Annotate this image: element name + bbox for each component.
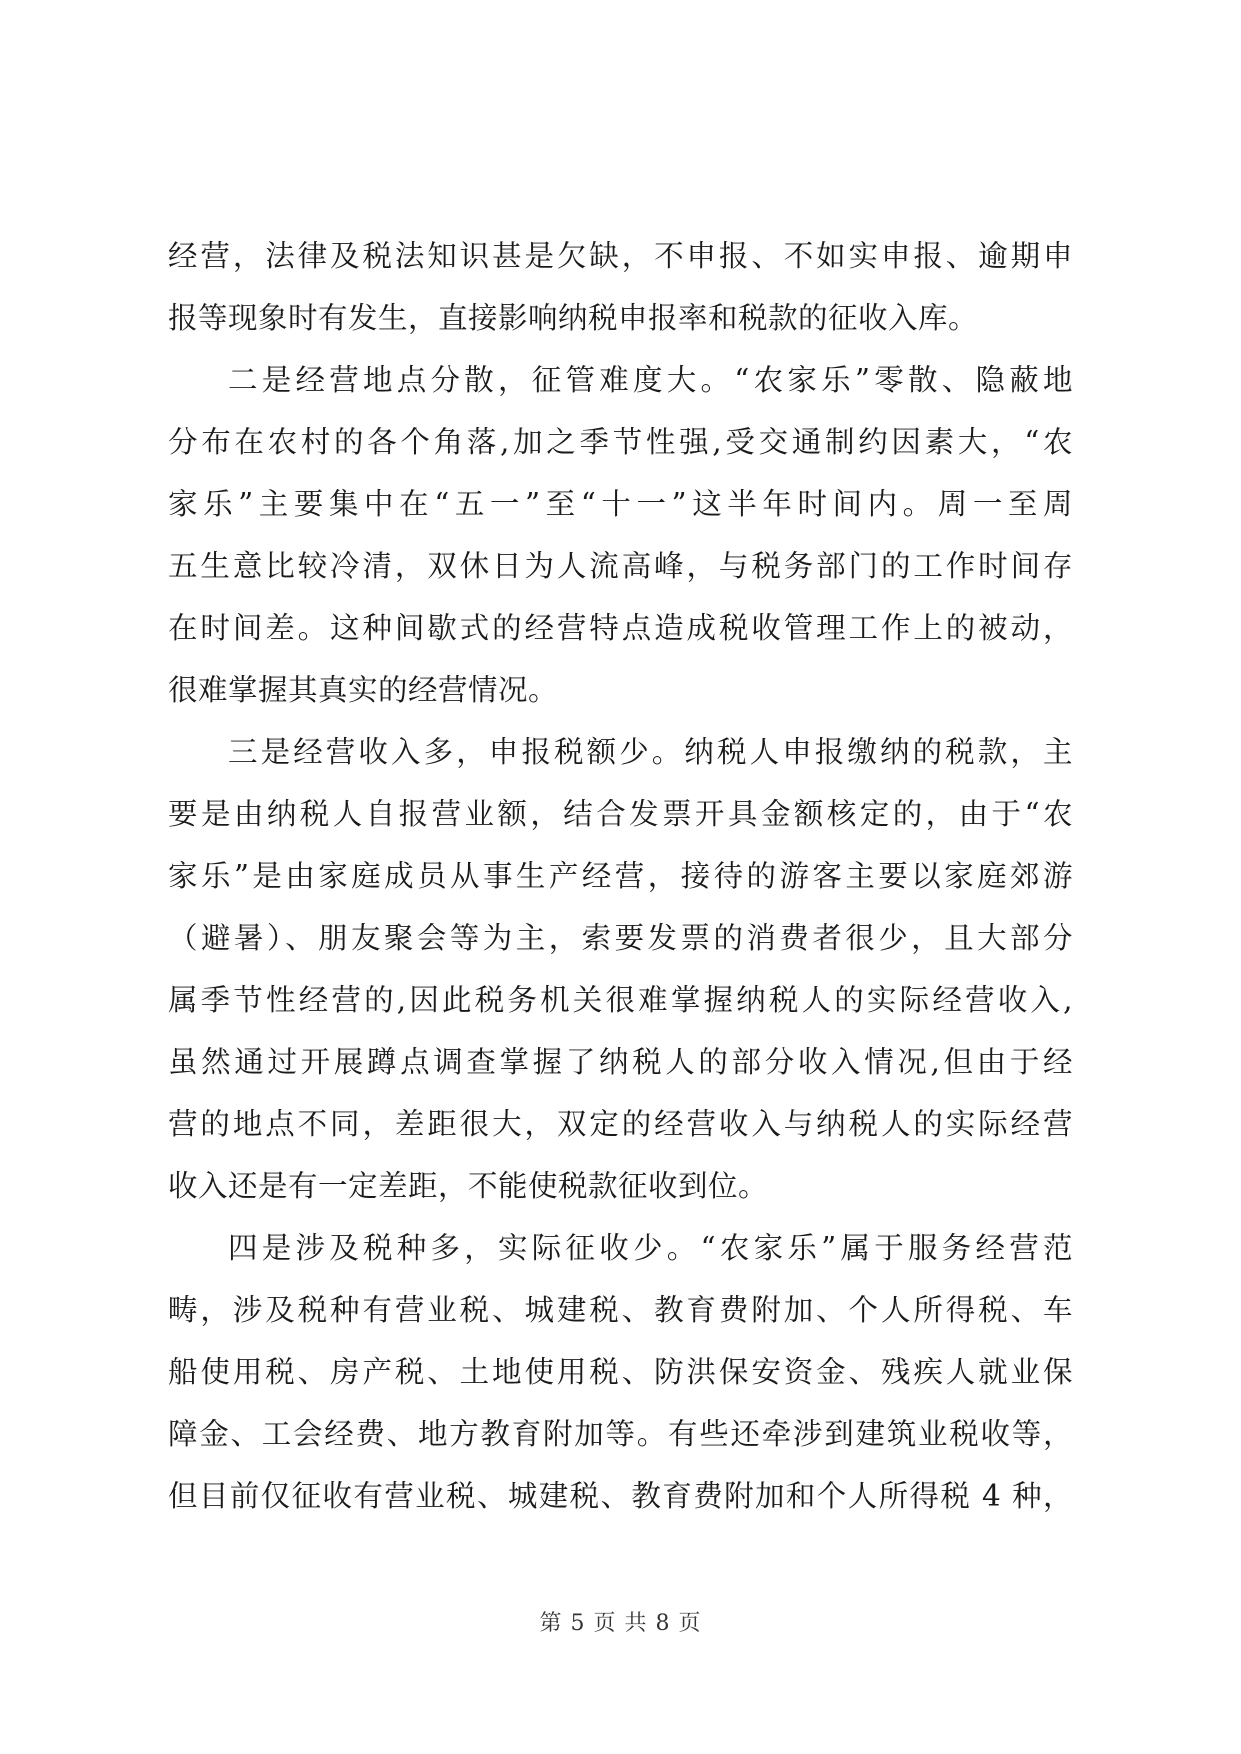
body-text [168,225,1073,1527]
text-line: 但目前仅征收有营业税、城建税、教育费附加和个人所得税 4 种， [168,1479,1073,1513]
page-number: 第 5 页 共 8 页 [539,1611,702,1636]
text-line: 船使用税、房产税、土地使用税、防洪保安资金、残疾人就业保 [168,1355,1073,1389]
text-line: 营的地点不同，差距很大，双定的经营收入与纳税人的实际经营 [168,1107,1073,1141]
text-line: 在时间差。这种间歇式的经营特点造成税收管理工作上的被动， [168,611,1073,645]
text-line: 收入还是有一定差距，不能使税款征收到位。 [168,1169,769,1203]
paragraph-start-line: 二是经营地点分散，征管难度大。“农家乐”零散、隐蔽地 [228,363,1073,397]
paragraph-start-line: 四是涉及税种多，实际征收少。“农家乐”属于服务经营范 [228,1231,1073,1265]
text-line: 家乐”是由家庭成员从事生产经营，接待的游客主要以家庭郊游 [168,859,1073,893]
text-line: 要是由纳税人自报营业额，结合发票开具金额核定的，由于“农 [168,797,1073,831]
text-line: （避暑）、朋友聚会等为主，索要发票的消费者很少，且大部分 [168,921,1073,955]
text-line: 家乐”主要集中在“五一”至“十一”这半年时间内。周一至周 [168,487,1073,521]
page-footer [0,1606,1241,1637]
text-line: 分布在农村的各个角落,加之季节性强,受交通制约因素大，“农 [168,425,1073,459]
text-line: 障金、工会经费、地方教育附加等。有些还牵涉到建筑业税收等， [168,1417,1073,1451]
paragraph-start-line: 三是经营收入多，申报税额少。纳税人申报缴纳的税款，主 [228,735,1073,769]
text-line: 虽然通过开展蹲点调查掌握了纳税人的部分收入情况,但由于经 [168,1045,1073,1079]
text-line: 经营，法律及税法知识甚是欠缺，不申报、不如实申报、逾期申 [168,239,1073,273]
text-line: 畴，涉及税种有营业税、城建税、教育费附加、个人所得税、车 [168,1293,1073,1327]
text-line: 很难掌握其真实的经营情况。 [168,673,559,707]
text-line: 属季节性经营的,因此税务机关很难掌握纳税人的实际经营收入, [168,983,1073,1017]
text-line: 报等现象时有发生，直接影响纳税申报率和税款的征收入库。 [168,301,979,335]
text-line: 五生意比较冷清，双休日为人流高峰，与税务部门的工作时间存 [168,549,1073,583]
